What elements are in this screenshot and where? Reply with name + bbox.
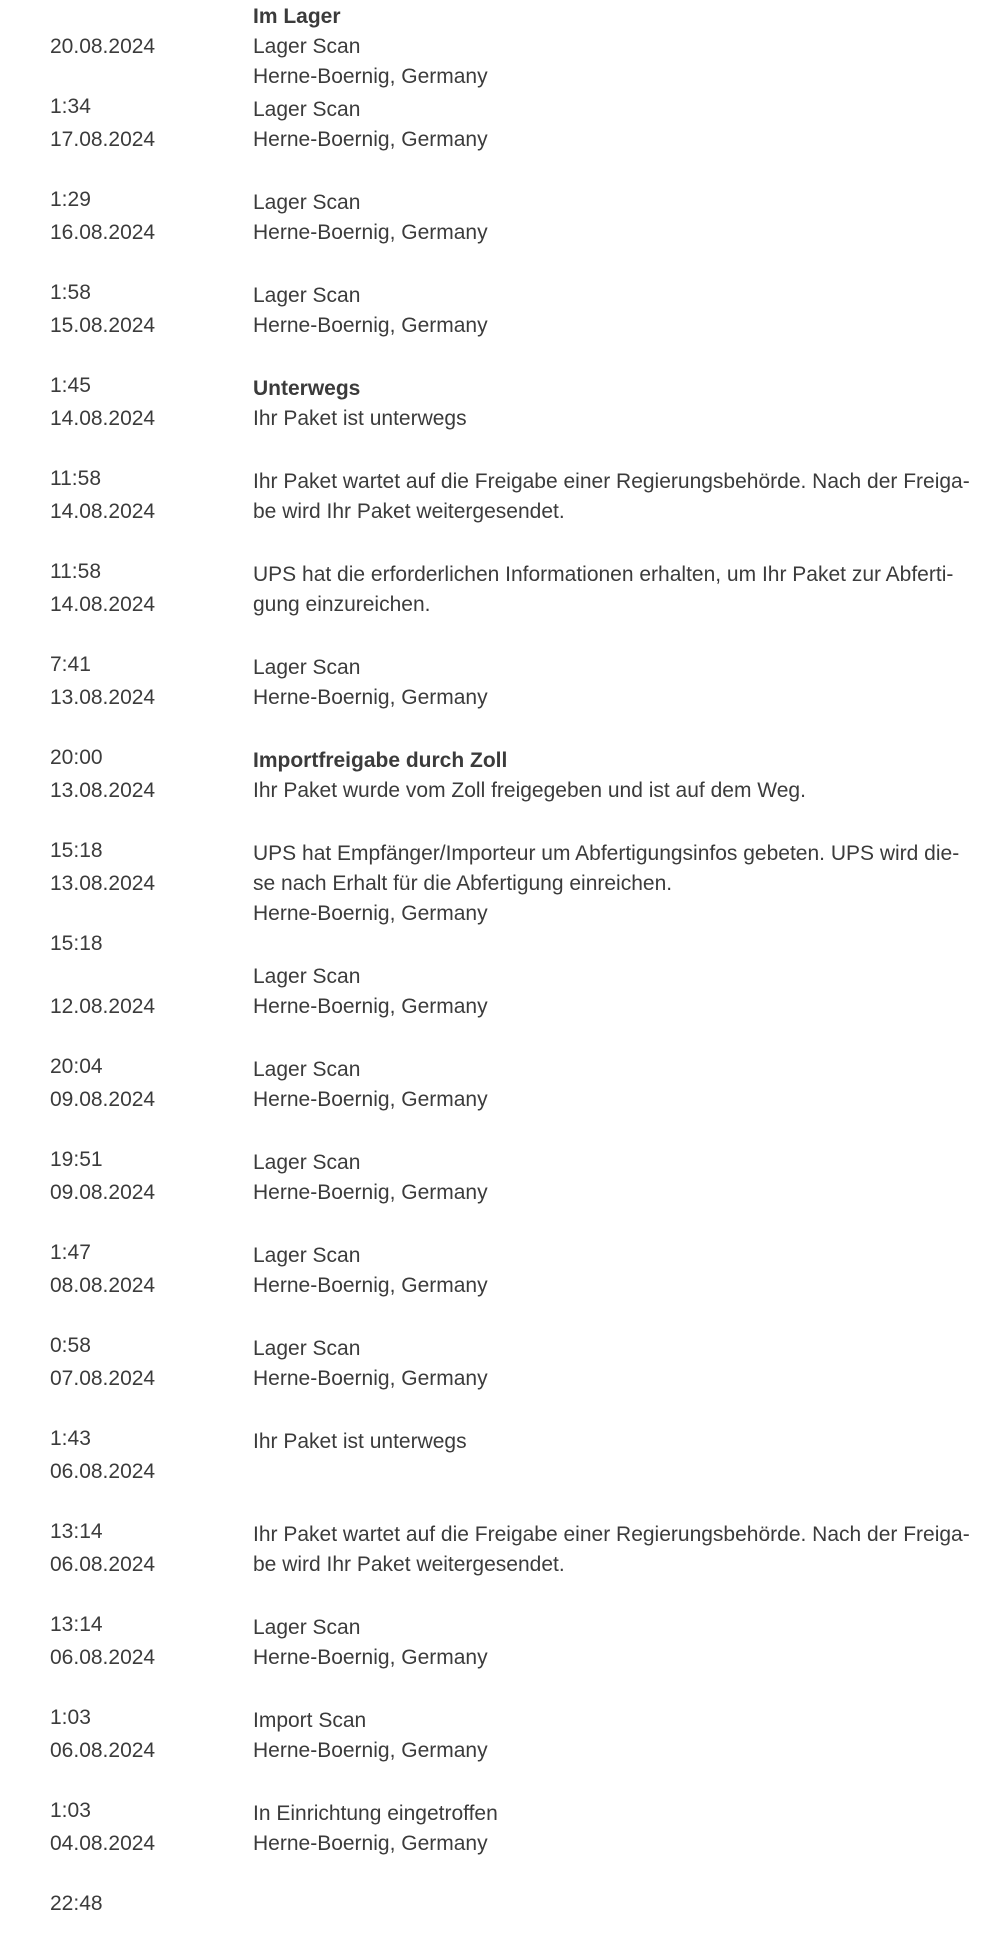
tracking-event: [50, 188, 970, 304]
event-time: 0:58: [50, 1334, 91, 1357]
event-time: 1:03: [50, 1706, 91, 1729]
tracking-event: [50, 1241, 970, 1357]
event-details: [253, 1520, 970, 1580]
event-description: Lager Scan: [253, 98, 361, 121]
event-time: 1:45: [50, 374, 91, 397]
event-description: gung einzureichen.: [253, 593, 431, 616]
event-description: Import Scan: [253, 1709, 367, 1732]
tracking-event: [50, 1799, 970, 1915]
event-description: Lager Scan: [253, 1151, 361, 1174]
tracking-event: [50, 962, 970, 1078]
event-location: Herne-Boernig, Germany: [253, 995, 488, 1018]
event-time: 1:29: [50, 188, 91, 211]
event-time: 13:14: [50, 1613, 103, 1636]
event-time: 1:43: [50, 1427, 91, 1450]
event-date: 14.08.2024: [50, 407, 156, 430]
event-date: 09.08.2024: [50, 1181, 156, 1204]
event-description: Ihr Paket wartet auf die Freigabe einer Regierungsbehörde. Nach der Freiga-: [253, 1523, 970, 1546]
event-time: 13:14: [50, 1520, 103, 1543]
event-location: Herne-Boernig, Germany: [253, 1832, 488, 1855]
event-date: 08.08.2024: [50, 1274, 156, 1297]
event-time: 20:00: [50, 746, 103, 769]
event-location: Herne-Boernig, Germany: [253, 686, 488, 709]
event-details: [253, 1427, 970, 1457]
event-details: [253, 1706, 970, 1766]
event-date: 13.08.2024: [50, 686, 156, 709]
event-details: [253, 95, 970, 155]
event-date: 04.08.2024: [50, 1832, 156, 1855]
event-date: 13.08.2024: [50, 779, 156, 802]
event-description: be wird Ihr Paket weitergesendet.: [253, 500, 565, 523]
tracking-event: [50, 839, 970, 962]
tracking-event: [50, 95, 970, 211]
event-description: Ihr Paket wurde vom Zoll freigegeben und ist auf dem Weg.: [253, 779, 806, 802]
event-details: [253, 281, 970, 341]
event-location: Herne-Boernig, Germany: [253, 221, 488, 244]
event-details: [253, 1241, 970, 1301]
event-description: se nach Erhalt für die Abfertigung einreichen.: [253, 872, 673, 895]
event-description: Lager Scan: [253, 1337, 361, 1360]
event-location: Herne-Boernig, Germany: [253, 1367, 488, 1390]
event-time: 22:48: [50, 1892, 103, 1915]
event-time: 1:03: [50, 1799, 91, 1822]
event-date: 14.08.2024: [50, 500, 156, 523]
event-location: Herne-Boernig, Germany: [253, 1274, 488, 1297]
event-status: Importfreigabe durch Zoll: [253, 749, 508, 772]
event-date: 06.08.2024: [50, 1460, 156, 1483]
event-location: Herne-Boernig, Germany: [253, 902, 488, 925]
event-details: [253, 1799, 970, 1859]
event-date: 13.08.2024: [50, 872, 156, 895]
event-date: 09.08.2024: [50, 1088, 156, 1111]
event-location: Herne-Boernig, Germany: [253, 65, 488, 88]
event-time: 15:18: [50, 839, 103, 862]
event-details: [253, 188, 970, 248]
event-location: Herne-Boernig, Germany: [253, 314, 488, 337]
event-description: Lager Scan: [253, 35, 361, 58]
event-description: In Einrichtung eingetroffen: [253, 1802, 498, 1825]
event-description: Lager Scan: [253, 1616, 361, 1639]
event-description: Ihr Paket wartet auf die Freigabe einer Regierungsbehörde. Nach der Freiga-: [253, 470, 970, 493]
event-description: Lager Scan: [253, 965, 361, 988]
event-description: Lager Scan: [253, 284, 361, 307]
event-details: [253, 746, 970, 806]
event-details: [253, 560, 970, 620]
event-time: 15:18: [50, 932, 103, 955]
event-location: Herne-Boernig, Germany: [253, 1088, 488, 1111]
event-datetime: [50, 1799, 253, 1949]
event-description: be wird Ihr Paket weitergesendet.: [253, 1553, 565, 1576]
event-details: [253, 1055, 970, 1115]
event-details: [253, 2, 970, 92]
event-description: Lager Scan: [253, 191, 361, 214]
event-status: Im Lager: [253, 5, 341, 28]
event-time: 11:58: [50, 560, 101, 583]
event-time: 1:58: [50, 281, 91, 304]
event-time: 20:04: [50, 1055, 103, 1078]
event-time: 11:58: [50, 467, 101, 490]
event-details: [253, 962, 970, 1022]
event-date: 07.08.2024: [50, 1367, 156, 1390]
event-location: Herne-Boernig, Germany: [253, 128, 488, 151]
event-date: 16.08.2024: [50, 221, 156, 244]
event-details: [253, 374, 970, 434]
event-description: Ihr Paket ist unterwegs: [253, 407, 467, 430]
event-time: 1:34: [50, 95, 91, 118]
event-time: 7:41: [50, 653, 91, 676]
event-description: Lager Scan: [253, 1058, 361, 1081]
tracking-event: [50, 1055, 970, 1171]
tracking-history-list: [50, 2, 970, 1915]
event-details: [253, 1613, 970, 1673]
event-time: 1:47: [50, 1241, 91, 1264]
tracking-event: [50, 2, 970, 118]
event-date: 12.08.2024: [50, 995, 156, 1018]
event-details: [253, 1334, 970, 1394]
event-details: [253, 839, 970, 929]
event-description: Lager Scan: [253, 1244, 361, 1267]
event-location: Herne-Boernig, Germany: [253, 1646, 488, 1669]
event-date: 20.08.2024: [50, 35, 156, 58]
event-location: Herne-Boernig, Germany: [253, 1739, 488, 1762]
event-date: 06.08.2024: [50, 1553, 156, 1576]
event-status: Unterwegs: [253, 377, 361, 400]
event-time: 19:51: [50, 1148, 103, 1171]
event-details: [253, 467, 970, 527]
event-date: 14.08.2024: [50, 593, 156, 616]
event-date: 06.08.2024: [50, 1646, 156, 1669]
tracking-event: [50, 1148, 970, 1264]
event-details: [253, 1148, 970, 1208]
event-description: UPS hat Empfänger/Importeur um Abfertigungsinfos gebeten. UPS wird die-: [253, 842, 960, 865]
event-details: [253, 653, 970, 713]
event-date: 06.08.2024: [50, 1739, 156, 1762]
event-description: UPS hat die erforderlichen Informationen erhalten, um Ihr Paket zur Abferti-: [253, 563, 954, 586]
event-description: Lager Scan: [253, 656, 361, 679]
event-description: Ihr Paket ist unterwegs: [253, 1430, 467, 1453]
event-date: 17.08.2024: [50, 128, 156, 151]
event-location: Herne-Boernig, Germany: [253, 1181, 488, 1204]
event-date: 15.08.2024: [50, 314, 156, 337]
